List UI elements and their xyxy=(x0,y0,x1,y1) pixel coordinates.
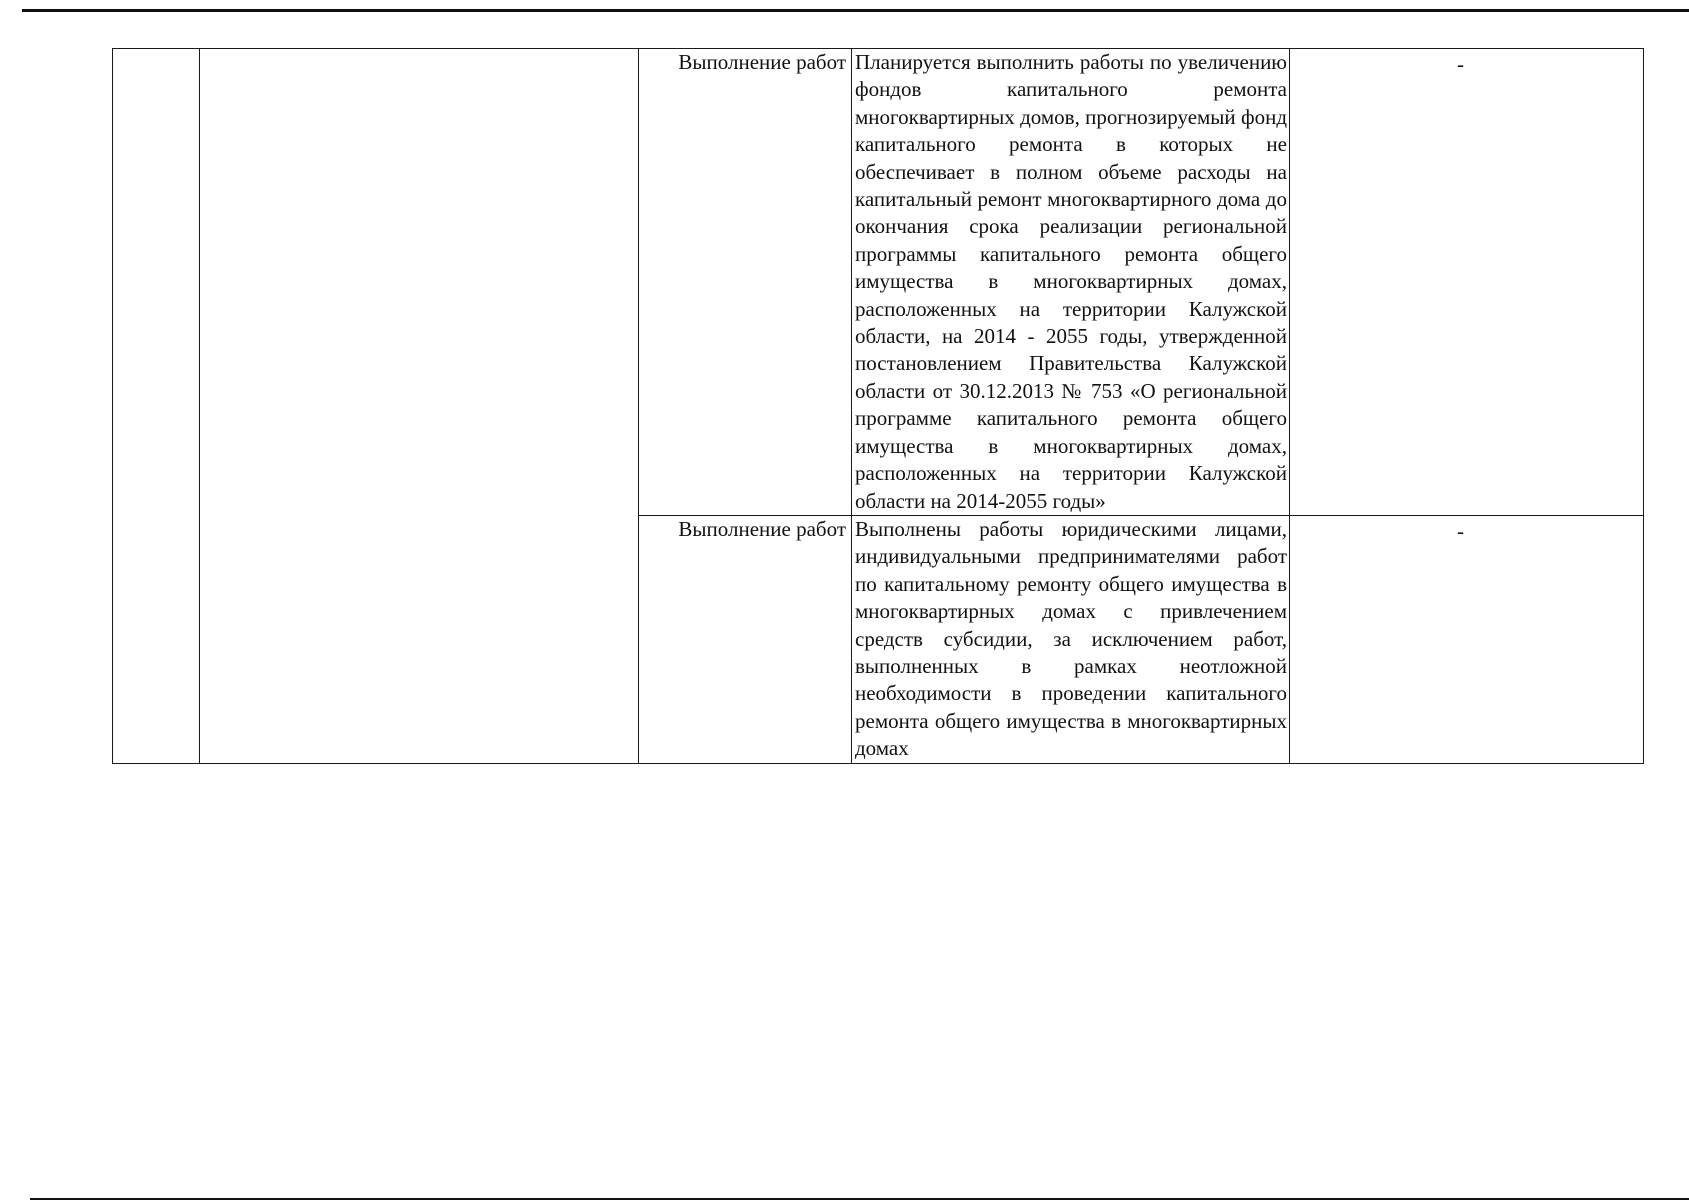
indicator-text: Выполнение работ xyxy=(678,516,846,541)
value-text: - xyxy=(1457,52,1464,76)
table-cell-value xyxy=(1290,515,1644,763)
table-cell-empty xyxy=(113,49,200,764)
table-cell-value xyxy=(1290,49,1644,516)
indicator-text: Выполнение работ xyxy=(678,50,846,74)
scan-top-rule xyxy=(22,9,1689,12)
table-cell-indicator xyxy=(639,49,852,516)
description-text: Планируется выполнить работы по увеличению фондов капитального ремонта многоквартирных домов, прогнозируемый фонд капитального ремонта в которых не обеспечивает в полном объеме расходы на капитальный ремонт многоквартирного дома до окончания срока реализации региональной программы капитального ремонта общего имущества в многоквартирных домах, расположенных на территории Калужской области, на 2014 - 2055 годы, утвержденной постановлением Правительства Калужской области от 30.12.2013 № 753 «О региональной программе капитального ремонта общего имущества в многоквартирных домах, расположенных на территории Калужской области на 2014-2055 годы» xyxy=(855,50,1287,513)
table-cell-description xyxy=(852,515,1290,763)
table-row xyxy=(113,49,1644,516)
table-cell-description xyxy=(852,49,1290,516)
table-cell-indicator xyxy=(639,515,852,763)
report-table xyxy=(112,48,1644,764)
table-cell-empty xyxy=(200,49,639,764)
description-text: Выполнены работы юридическими лицами, индивидуальными предпринимателями работ по капитальному ремонту общего имущества в многоквартирных домах с привлечением средств субсидии, за исключением работ, выполненных в рамках неотложной необходимости в проведении капитального ремонта общего имущества в многоквартирных домах xyxy=(855,516,1287,761)
value-text: - xyxy=(1457,518,1464,543)
